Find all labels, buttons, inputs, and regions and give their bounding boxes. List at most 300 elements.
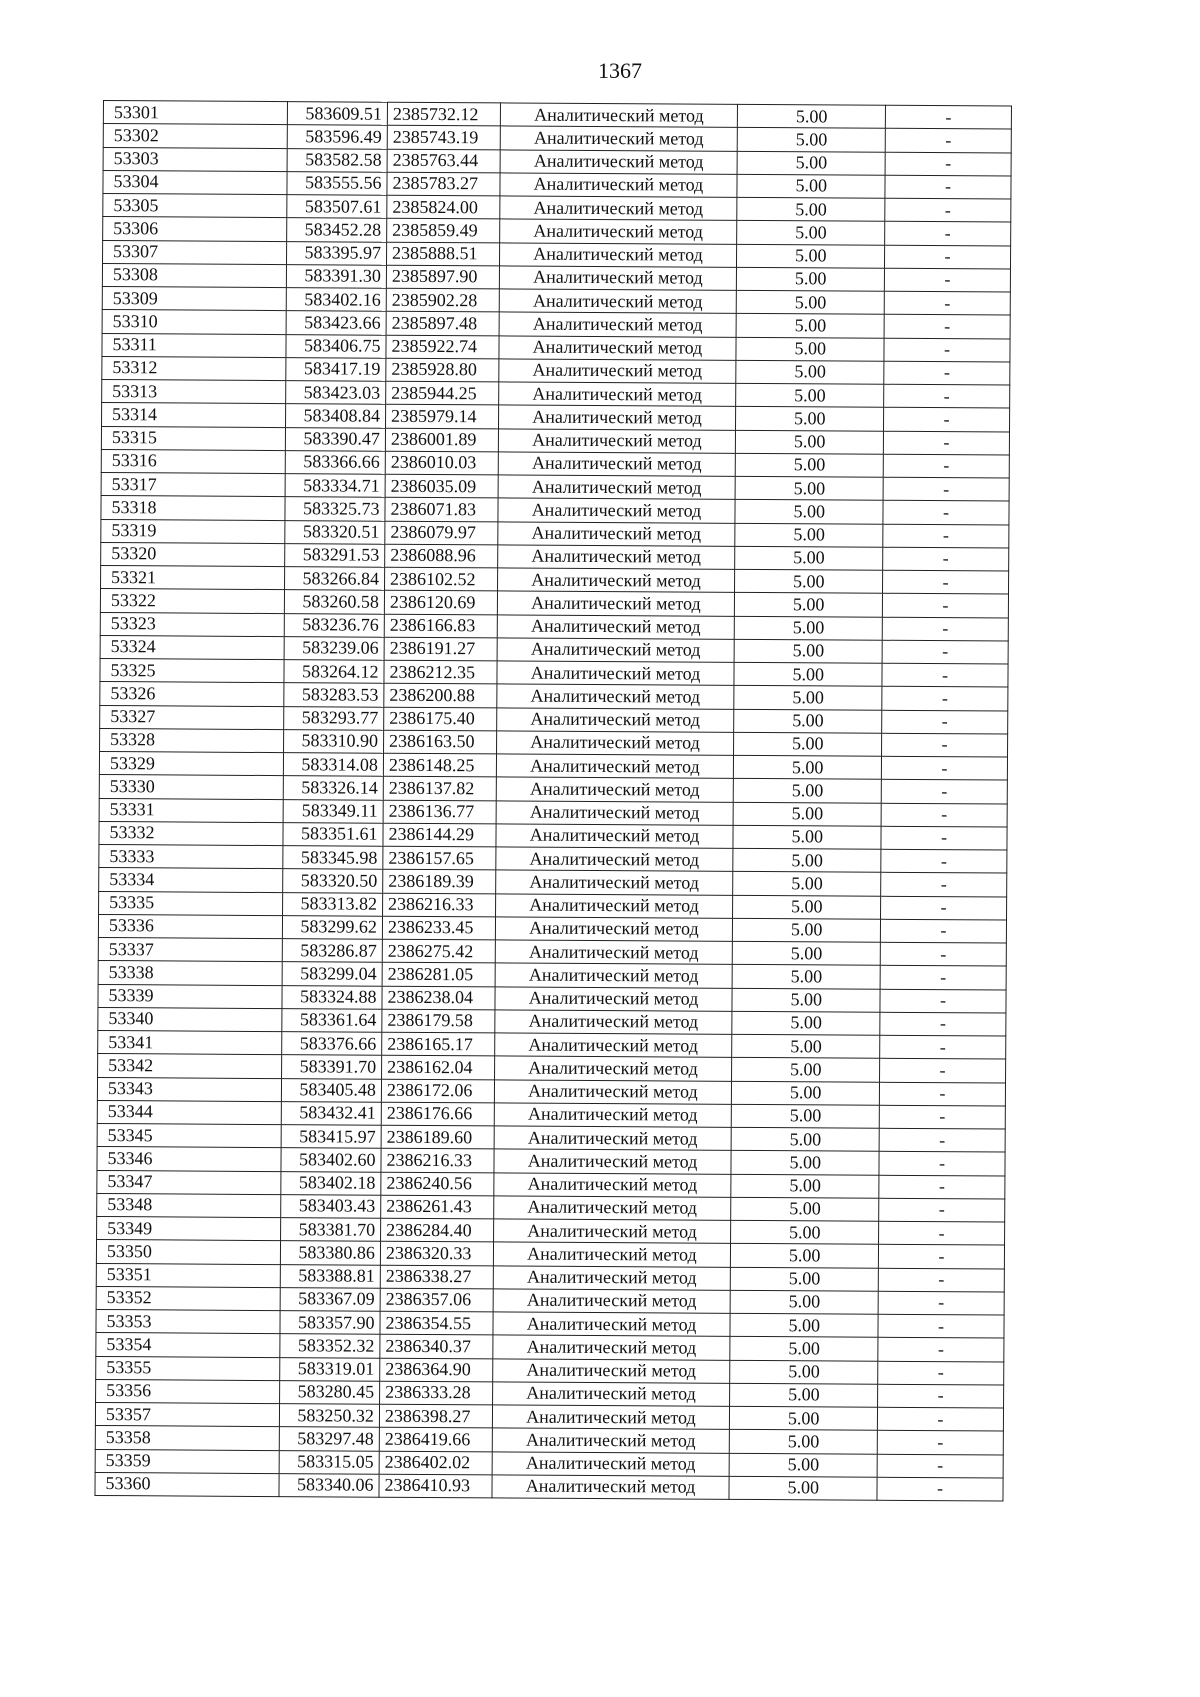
note-cell: - — [885, 222, 1011, 246]
y-coordinate-cell: 2386179.58 — [382, 1009, 495, 1033]
accuracy-cell: 5.00 — [733, 755, 881, 779]
point-id-cell: 53331 — [99, 798, 283, 822]
point-id-cell: 53346 — [97, 1147, 281, 1171]
method-cell: Аналитический метод — [495, 940, 732, 965]
note-cell: - — [882, 594, 1008, 618]
note-cell: - — [880, 1012, 1006, 1036]
note-cell: - — [884, 384, 1010, 408]
x-coordinate-cell: 583297.48 — [279, 1427, 379, 1451]
coordinates-table — [94, 100, 1012, 1502]
y-coordinate-cell: 2386035.09 — [385, 474, 498, 498]
accuracy-cell: 5.00 — [734, 662, 882, 686]
method-cell: Аналитический метод — [494, 1172, 731, 1197]
y-coordinate-cell: 2386333.28 — [380, 1381, 493, 1405]
y-coordinate-cell: 2385979.14 — [386, 404, 499, 428]
x-coordinate-cell: 583283.53 — [284, 683, 384, 707]
x-coordinate-cell: 583314.08 — [283, 753, 383, 777]
accuracy-cell: 5.00 — [734, 616, 882, 640]
note-cell: - — [883, 547, 1009, 571]
accuracy-cell: 5.00 — [733, 802, 881, 826]
accuracy-cell: 5.00 — [730, 1290, 878, 1314]
accuracy-cell: 5.00 — [735, 476, 883, 500]
method-cell: Аналитический метод — [496, 754, 733, 779]
point-id-cell: 53317 — [101, 472, 285, 496]
note-cell: - — [882, 687, 1008, 711]
y-coordinate-cell: 2385824.00 — [387, 195, 500, 219]
x-coordinate-cell: 583326.14 — [283, 776, 383, 800]
method-cell: Аналитический метод — [492, 1428, 729, 1453]
x-coordinate-cell: 583357.90 — [280, 1311, 380, 1335]
point-id-cell: 53332 — [99, 821, 283, 845]
y-coordinate-cell: 2385922.74 — [386, 335, 499, 359]
method-cell: Аналитический метод — [496, 870, 733, 895]
accuracy-cell: 5.00 — [734, 593, 882, 617]
accuracy-cell: 5.00 — [734, 732, 882, 756]
y-coordinate-cell: 2386137.82 — [383, 776, 496, 800]
method-cell: Аналитический метод — [499, 266, 736, 291]
accuracy-cell: 5.00 — [731, 1220, 879, 1244]
accuracy-cell: 5.00 — [731, 1151, 879, 1175]
note-cell: - — [882, 733, 1008, 757]
note-cell: - — [881, 803, 1007, 827]
accuracy-cell: 5.00 — [730, 1360, 878, 1384]
coordinates-table-body — [95, 101, 1012, 1502]
y-coordinate-cell: 2386010.03 — [385, 451, 498, 475]
method-cell: Аналитический метод — [498, 545, 735, 570]
accuracy-cell: 5.00 — [730, 1244, 878, 1268]
method-cell: Аналитический метод — [494, 1079, 731, 1104]
method-cell: Аналитический метод — [497, 684, 734, 709]
x-coordinate-cell: 583334.71 — [285, 474, 385, 498]
accuracy-cell: 5.00 — [736, 290, 884, 314]
x-coordinate-cell: 583250.32 — [279, 1404, 379, 1428]
x-coordinate-cell: 583361.64 — [282, 1008, 382, 1032]
note-cell: - — [881, 849, 1007, 873]
y-coordinate-cell: 2386398.27 — [379, 1404, 492, 1428]
method-cell: Аналитический метод — [494, 1126, 731, 1151]
method-cell: Аналитический метод — [495, 1010, 732, 1035]
note-cell: - — [885, 105, 1011, 129]
point-id-cell: 53330 — [99, 775, 283, 799]
note-cell: - — [883, 501, 1009, 525]
method-cell: Аналитический метод — [499, 335, 736, 360]
accuracy-cell: 5.00 — [732, 918, 880, 942]
point-id-cell: 53347 — [97, 1170, 281, 1194]
point-id-cell: 53306 — [103, 217, 287, 241]
method-cell: Аналитический метод — [494, 1219, 731, 1244]
accuracy-cell: 5.00 — [729, 1476, 877, 1500]
x-coordinate-cell: 583391.30 — [286, 264, 386, 288]
accuracy-cell: 5.00 — [733, 848, 881, 872]
y-coordinate-cell: 2386340.37 — [380, 1334, 493, 1358]
note-cell: - — [884, 268, 1010, 292]
method-cell: Аналитический метод — [497, 661, 734, 686]
x-coordinate-cell: 583293.77 — [284, 706, 384, 730]
note-cell: - — [885, 175, 1011, 199]
x-coordinate-cell: 583402.16 — [286, 288, 386, 312]
note-cell: - — [883, 408, 1009, 432]
accuracy-cell: 5.00 — [731, 1104, 879, 1128]
method-cell: Аналитический метод — [493, 1289, 730, 1314]
x-coordinate-cell: 583264.12 — [284, 660, 384, 684]
x-coordinate-cell: 583315.05 — [279, 1450, 379, 1474]
accuracy-cell: 5.00 — [735, 430, 883, 454]
method-cell: Аналитический метод — [497, 591, 734, 616]
y-coordinate-cell: 2386281.05 — [382, 962, 495, 986]
accuracy-cell: 5.00 — [733, 895, 881, 919]
point-id-cell: 53308 — [102, 263, 286, 287]
y-coordinate-cell: 2386410.93 — [379, 1474, 492, 1498]
x-coordinate-cell: 583380.86 — [280, 1241, 380, 1265]
x-coordinate-cell: 583291.53 — [285, 543, 385, 567]
y-coordinate-cell: 2386338.27 — [380, 1265, 493, 1289]
point-id-cell: 53358 — [95, 1426, 279, 1450]
x-coordinate-cell: 583260.58 — [284, 590, 384, 614]
accuracy-cell: 5.00 — [732, 1058, 880, 1082]
method-cell: Аналитический метод — [493, 1358, 730, 1383]
x-coordinate-cell: 583582.58 — [287, 148, 387, 172]
point-id-cell: 53319 — [101, 519, 285, 543]
accuracy-cell: 5.00 — [736, 337, 884, 361]
note-cell: - — [878, 1361, 1004, 1385]
method-cell: Аналитический метод — [493, 1312, 730, 1337]
y-coordinate-cell: 2386284.40 — [381, 1218, 494, 1242]
x-coordinate-cell: 583596.49 — [287, 125, 387, 149]
method-cell: Аналитический метод — [497, 707, 734, 732]
note-cell: - — [879, 1105, 1005, 1129]
point-id-cell: 53339 — [98, 984, 282, 1008]
note-cell: - — [881, 896, 1007, 920]
method-cell: Аналитический метод — [499, 312, 736, 337]
note-cell: - — [880, 942, 1006, 966]
note-cell: - — [877, 1477, 1003, 1501]
note-cell: - — [880, 1035, 1006, 1059]
note-cell: - — [881, 826, 1007, 850]
point-id-cell: 53351 — [96, 1263, 280, 1287]
note-cell: - — [884, 338, 1010, 362]
x-coordinate-cell: 583376.66 — [282, 1032, 382, 1056]
method-cell: Аналитический метод — [500, 219, 737, 244]
accuracy-cell: 5.00 — [735, 453, 883, 477]
method-cell: Аналитический метод — [496, 824, 733, 849]
y-coordinate-cell: 2386157.65 — [383, 846, 496, 870]
accuracy-cell: 5.00 — [729, 1453, 877, 1477]
method-cell: Аналитический метод — [493, 1335, 730, 1360]
accuracy-cell: 5.00 — [731, 1197, 879, 1221]
accuracy-cell: 5.00 — [737, 104, 885, 128]
point-id-cell: 53342 — [98, 1054, 282, 1078]
y-coordinate-cell: 2386238.04 — [382, 986, 495, 1010]
point-id-cell: 53348 — [97, 1193, 281, 1217]
x-coordinate-cell: 583388.81 — [280, 1264, 380, 1288]
x-coordinate-cell: 583403.43 — [281, 1194, 381, 1218]
x-coordinate-cell: 583266.84 — [285, 567, 385, 591]
accuracy-cell: 5.00 — [736, 267, 884, 291]
note-cell: - — [882, 570, 1008, 594]
accuracy-cell: 5.00 — [737, 221, 885, 245]
y-coordinate-cell: 2385783.27 — [387, 172, 500, 196]
point-id-cell: 53307 — [103, 240, 287, 264]
y-coordinate-cell: 2385902.28 — [386, 288, 499, 312]
accuracy-cell: 5.00 — [733, 779, 881, 803]
y-coordinate-cell: 2386275.42 — [382, 939, 495, 963]
method-cell: Аналитический метод — [494, 1149, 731, 1174]
y-coordinate-cell: 2386233.45 — [382, 916, 495, 940]
x-coordinate-cell: 583415.97 — [281, 1125, 381, 1149]
point-id-cell: 53325 — [100, 658, 284, 682]
x-coordinate-cell: 583280.45 — [280, 1380, 380, 1404]
note-cell: - — [879, 1082, 1005, 1106]
x-coordinate-cell: 583402.60 — [281, 1148, 381, 1172]
y-coordinate-cell: 2385732.12 — [387, 102, 500, 126]
note-cell: - — [885, 129, 1011, 153]
accuracy-cell: 5.00 — [732, 1034, 880, 1058]
point-id-cell: 53336 — [98, 914, 282, 938]
method-cell: Аналитический метод — [500, 196, 737, 221]
method-cell: Аналитический метод — [499, 382, 736, 407]
point-id-cell: 53345 — [97, 1123, 281, 1147]
point-id-cell: 53338 — [98, 961, 282, 985]
method-cell: Аналитический метод — [494, 1196, 731, 1221]
point-id-cell: 53352 — [96, 1286, 280, 1310]
method-cell: Аналитический метод — [498, 568, 735, 593]
accuracy-cell: 5.00 — [736, 360, 884, 384]
point-id-cell: 53349 — [97, 1216, 281, 1240]
point-id-cell: 53326 — [100, 682, 284, 706]
point-id-cell: 53337 — [98, 937, 282, 961]
y-coordinate-cell: 2386189.39 — [383, 869, 496, 893]
accuracy-cell: 5.00 — [732, 1011, 880, 1035]
x-coordinate-cell: 583395.97 — [286, 241, 386, 265]
x-coordinate-cell: 583423.03 — [286, 381, 386, 405]
note-cell: - — [880, 966, 1006, 990]
accuracy-cell: 5.00 — [734, 709, 882, 733]
y-coordinate-cell: 2386102.52 — [385, 567, 498, 591]
method-cell: Аналитический метод — [498, 428, 735, 453]
y-coordinate-cell: 2385763.44 — [387, 149, 500, 173]
point-id-cell: 53355 — [96, 1356, 280, 1380]
y-coordinate-cell: 2385928.80 — [386, 358, 499, 382]
y-coordinate-cell: 2386261.43 — [381, 1195, 494, 1219]
accuracy-cell: 5.00 — [733, 825, 881, 849]
accuracy-cell: 5.00 — [735, 546, 883, 570]
note-cell: - — [878, 1384, 1004, 1408]
y-coordinate-cell: 2386419.66 — [379, 1427, 492, 1451]
y-coordinate-cell: 2386071.83 — [385, 497, 498, 521]
y-coordinate-cell: 2386176.66 — [381, 1102, 494, 1126]
point-id-cell: 53360 — [95, 1472, 279, 1496]
y-coordinate-cell: 2386001.89 — [385, 428, 498, 452]
accuracy-cell: 5.00 — [736, 383, 884, 407]
accuracy-cell: 5.00 — [737, 174, 885, 198]
method-cell: Аналитический метод — [492, 1451, 729, 1476]
x-coordinate-cell: 583432.41 — [281, 1101, 381, 1125]
point-id-cell: 53328 — [100, 728, 284, 752]
method-cell: Аналитический метод — [496, 847, 733, 872]
point-id-cell: 53333 — [99, 844, 283, 868]
point-id-cell: 53323 — [100, 612, 284, 636]
note-cell: - — [880, 919, 1006, 943]
x-coordinate-cell: 583408.84 — [286, 404, 386, 428]
y-coordinate-cell: 2386216.33 — [381, 1148, 494, 1172]
point-id-cell: 53304 — [103, 170, 287, 194]
method-cell: Аналитический метод — [495, 1033, 732, 1058]
accuracy-cell: 5.00 — [730, 1383, 878, 1407]
y-coordinate-cell: 2385743.19 — [387, 125, 500, 149]
page-number: 1367 — [598, 58, 642, 83]
point-id-cell: 53356 — [96, 1379, 280, 1403]
point-id-cell: 53315 — [101, 426, 285, 450]
y-coordinate-cell: 2386357.06 — [380, 1288, 493, 1312]
note-cell: - — [879, 1175, 1005, 1199]
y-coordinate-cell: 2386120.69 — [384, 590, 497, 614]
x-coordinate-cell: 583345.98 — [283, 846, 383, 870]
method-cell: Аналитический метод — [498, 498, 735, 523]
point-id-cell: 53309 — [102, 286, 286, 310]
method-cell: Аналитический метод — [499, 242, 736, 267]
x-coordinate-cell: 583236.76 — [284, 613, 384, 637]
x-coordinate-cell: 583325.73 — [285, 497, 385, 521]
accuracy-cell: 5.00 — [737, 128, 885, 152]
accuracy-cell: 5.00 — [735, 523, 883, 547]
accuracy-cell: 5.00 — [729, 1406, 877, 1430]
method-cell: Аналитический метод — [495, 963, 732, 988]
y-coordinate-cell: 2386212.35 — [384, 660, 497, 684]
x-coordinate-cell: 583507.61 — [287, 195, 387, 219]
accuracy-cell: 5.00 — [733, 872, 881, 896]
point-id-cell: 53313 — [102, 379, 286, 403]
method-cell: Аналитический метод — [492, 1475, 729, 1500]
accuracy-cell: 5.00 — [735, 500, 883, 524]
accuracy-cell: 5.00 — [731, 1081, 879, 1105]
y-coordinate-cell: 2386216.33 — [383, 893, 496, 917]
y-coordinate-cell: 2386354.55 — [380, 1311, 493, 1335]
method-cell: Аналитический метод — [495, 986, 732, 1011]
accuracy-cell: 5.00 — [734, 639, 882, 663]
x-coordinate-cell: 583239.06 — [284, 636, 384, 660]
note-cell: - — [878, 1245, 1004, 1269]
note-cell: - — [884, 245, 1010, 269]
method-cell: Аналитический метод — [492, 1405, 729, 1430]
point-id-cell: 53359 — [95, 1449, 279, 1473]
y-coordinate-cell: 2386163.50 — [384, 730, 497, 754]
x-coordinate-cell: 583320.51 — [285, 520, 385, 544]
point-id-cell: 53305 — [103, 194, 287, 218]
x-coordinate-cell: 583381.70 — [281, 1218, 381, 1242]
x-coordinate-cell: 583402.18 — [281, 1171, 381, 1195]
x-coordinate-cell: 583352.32 — [280, 1334, 380, 1358]
y-coordinate-cell: 2385859.49 — [387, 218, 500, 242]
note-cell: - — [884, 361, 1010, 385]
accuracy-cell: 5.00 — [730, 1337, 878, 1361]
y-coordinate-cell: 2386364.90 — [380, 1358, 493, 1382]
note-cell: - — [884, 291, 1010, 315]
method-cell: Аналитический метод — [500, 173, 737, 198]
point-id-cell: 53316 — [101, 449, 285, 473]
x-coordinate-cell: 583324.88 — [282, 985, 382, 1009]
x-coordinate-cell: 583286.87 — [282, 939, 382, 963]
accuracy-cell: 5.00 — [734, 686, 882, 710]
x-coordinate-cell: 583390.47 — [285, 427, 385, 451]
accuracy-cell: 5.00 — [737, 197, 885, 221]
x-coordinate-cell: 583299.04 — [282, 962, 382, 986]
method-cell: Аналитический метод — [496, 800, 733, 825]
y-coordinate-cell: 2386200.88 — [384, 683, 497, 707]
point-id-cell: 53318 — [101, 496, 285, 520]
point-id-cell: 53344 — [97, 1100, 281, 1124]
note-cell: - — [885, 152, 1011, 176]
y-coordinate-cell: 2385897.90 — [386, 265, 499, 289]
note-cell: - — [881, 780, 1007, 804]
method-cell: Аналитический метод — [493, 1382, 730, 1407]
method-cell: Аналитический метод — [500, 126, 737, 151]
y-coordinate-cell: 2386162.04 — [382, 1055, 495, 1079]
accuracy-cell: 5.00 — [731, 1174, 879, 1198]
accuracy-cell: 5.00 — [731, 1127, 879, 1151]
point-id-cell: 53310 — [102, 310, 286, 334]
point-id-cell: 53341 — [98, 1030, 282, 1054]
point-id-cell: 53353 — [96, 1309, 280, 1333]
note-cell: - — [881, 873, 1007, 897]
method-cell: Аналитический метод — [496, 777, 733, 802]
point-id-cell: 53329 — [99, 751, 283, 775]
point-id-cell: 53312 — [102, 356, 286, 380]
method-cell: Аналитический метод — [499, 405, 736, 430]
y-coordinate-cell: 2386088.96 — [385, 544, 498, 568]
accuracy-cell: 5.00 — [735, 407, 883, 431]
method-cell: Аналитический метод — [494, 1103, 731, 1128]
y-coordinate-cell: 2386191.27 — [384, 637, 497, 661]
point-id-cell: 53321 — [101, 565, 285, 589]
point-id-cell: 53350 — [96, 1240, 280, 1264]
note-cell: - — [882, 663, 1008, 687]
accuracy-cell: 5.00 — [732, 988, 880, 1012]
note-cell: - — [879, 1221, 1005, 1245]
point-id-cell: 53314 — [102, 403, 286, 427]
point-id-cell: 53335 — [99, 891, 283, 915]
method-cell: Аналитический метод — [493, 1242, 730, 1267]
note-cell: - — [880, 1059, 1006, 1083]
method-cell: Аналитический метод — [499, 359, 736, 384]
note-cell: - — [878, 1291, 1004, 1315]
y-coordinate-cell: 2386148.25 — [383, 753, 496, 777]
x-coordinate-cell: 583340.06 — [279, 1473, 379, 1497]
x-coordinate-cell: 583349.11 — [283, 799, 383, 823]
point-id-cell: 53301 — [103, 101, 287, 125]
y-coordinate-cell: 2385897.48 — [386, 311, 499, 335]
method-cell: Аналитический метод — [499, 289, 736, 314]
x-coordinate-cell: 583299.62 — [282, 915, 382, 939]
note-cell: - — [877, 1431, 1003, 1455]
note-cell: - — [885, 198, 1011, 222]
y-coordinate-cell: 2386079.97 — [385, 521, 498, 545]
point-id-cell: 53322 — [100, 589, 284, 613]
method-cell: Аналитический метод — [497, 638, 734, 663]
accuracy-cell: 5.00 — [736, 314, 884, 338]
point-id-cell: 53320 — [101, 542, 285, 566]
x-coordinate-cell: 583406.75 — [286, 334, 386, 358]
x-coordinate-cell: 583423.66 — [286, 311, 386, 335]
y-coordinate-cell: 2386240.56 — [381, 1172, 494, 1196]
x-coordinate-cell: 583319.01 — [280, 1357, 380, 1381]
x-coordinate-cell: 583405.48 — [281, 1078, 381, 1102]
note-cell: - — [878, 1268, 1004, 1292]
note-cell: - — [879, 1198, 1005, 1222]
method-cell: Аналитический метод — [493, 1265, 730, 1290]
note-cell: - — [880, 989, 1006, 1013]
note-cell: - — [877, 1407, 1003, 1431]
method-cell: Аналитический метод — [498, 521, 735, 546]
